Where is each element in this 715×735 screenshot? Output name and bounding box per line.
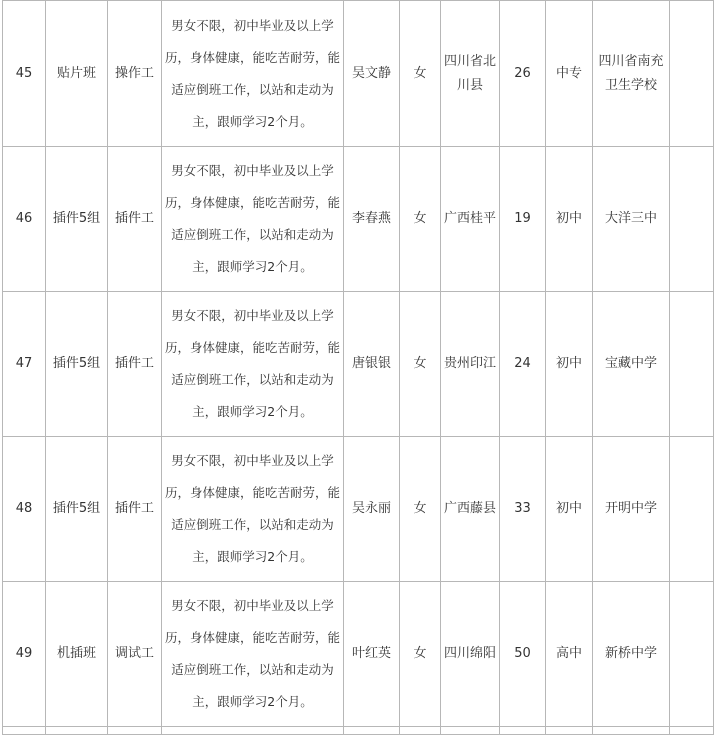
origin-cell: 广西藤县 — [441, 437, 500, 582]
name-cell: 吴文静 — [344, 1, 400, 147]
gender-cell: 女 — [400, 147, 441, 292]
gender-cell: 女 — [400, 437, 441, 582]
table-row — [3, 292, 714, 437]
requirement-cell: 男女不限，初中毕业及以上学历，身体健康，能吃苦耐劳，能适应倒班工作，以站和走动为主，跟师学习2个月。 — [162, 1, 344, 147]
education-cell: 初中 — [546, 437, 593, 582]
name-cell: 叶红英 — [344, 582, 400, 727]
department-cell: 插件5组 — [46, 437, 108, 582]
job-title-cell: 插件工 — [108, 437, 162, 582]
origin-cell: 四川省北川县 — [441, 1, 500, 147]
education-cell: 高中 — [546, 582, 593, 727]
age-cell: 26 — [500, 1, 546, 147]
job-title-cell: 插件工 — [108, 292, 162, 437]
origin-cell: 贵州印江 — [441, 292, 500, 437]
job-title-cell: 插件工 — [108, 147, 162, 292]
requirement-cell: 男女不限，初中毕业及以上学历，身体健康，能吃苦耐劳，能适应倒班工作，以站和走动为主，跟师学习2个月。 — [162, 147, 344, 292]
row-number-cell: 48 — [3, 437, 46, 582]
table-row-partial — [3, 727, 714, 735]
table-row — [3, 1, 714, 147]
school-cell: 新桥中学 — [593, 582, 670, 727]
requirement-cell: 男女不限，初中毕业及以上学历，身体健康，能吃苦耐劳，能适应倒班工作，以站和走动为主，跟师学习2个月。 — [162, 292, 344, 437]
origin-cell: 广西桂平 — [441, 147, 500, 292]
name-cell: 李春燕 — [344, 147, 400, 292]
note-cell — [670, 147, 714, 292]
job-title-cell: 调试工 — [108, 582, 162, 727]
age-cell: 33 — [500, 437, 546, 582]
education-cell: 中专 — [546, 1, 593, 147]
name-cell: 吴永丽 — [344, 437, 400, 582]
school-cell: 大洋三中 — [593, 147, 670, 292]
requirement-cell: 男女不限，初中毕业及以上学历，身体健康，能吃苦耐劳，能适应倒班工作，以站和走动为主，跟师学习2个月。 — [162, 582, 344, 727]
note-cell — [670, 1, 714, 147]
age-cell: 24 — [500, 292, 546, 437]
department-cell: 插件5组 — [46, 292, 108, 437]
age-cell: 50 — [500, 582, 546, 727]
gender-cell: 女 — [400, 582, 441, 727]
age-cell: 19 — [500, 147, 546, 292]
education-cell: 初中 — [546, 147, 593, 292]
note-cell — [670, 582, 714, 727]
note-cell — [670, 437, 714, 582]
job-title-cell: 操作工 — [108, 1, 162, 147]
table-row — [3, 437, 714, 582]
gender-cell: 女 — [400, 292, 441, 437]
note-cell — [670, 292, 714, 437]
recruitment-table — [2, 0, 714, 735]
row-number-cell: 47 — [3, 292, 46, 437]
name-cell: 唐银银 — [344, 292, 400, 437]
gender-cell: 女 — [400, 1, 441, 147]
education-cell: 初中 — [546, 292, 593, 437]
department-cell: 贴片班 — [46, 1, 108, 147]
school-cell: 宝藏中学 — [593, 292, 670, 437]
department-cell: 机插班 — [46, 582, 108, 727]
row-number-cell: 49 — [3, 582, 46, 727]
school-cell: 四川省南充卫生学校 — [593, 1, 670, 147]
row-number-cell: 46 — [3, 147, 46, 292]
requirement-cell: 男女不限，初中毕业及以上学历，身体健康，能吃苦耐劳，能适应倒班工作，以站和走动为主，跟师学习2个月。 — [162, 437, 344, 582]
department-cell: 插件5组 — [46, 147, 108, 292]
row-number-cell: 45 — [3, 1, 46, 147]
table-row — [3, 147, 714, 292]
origin-cell: 四川绵阳 — [441, 582, 500, 727]
table-row — [3, 582, 714, 727]
school-cell: 开明中学 — [593, 437, 670, 582]
